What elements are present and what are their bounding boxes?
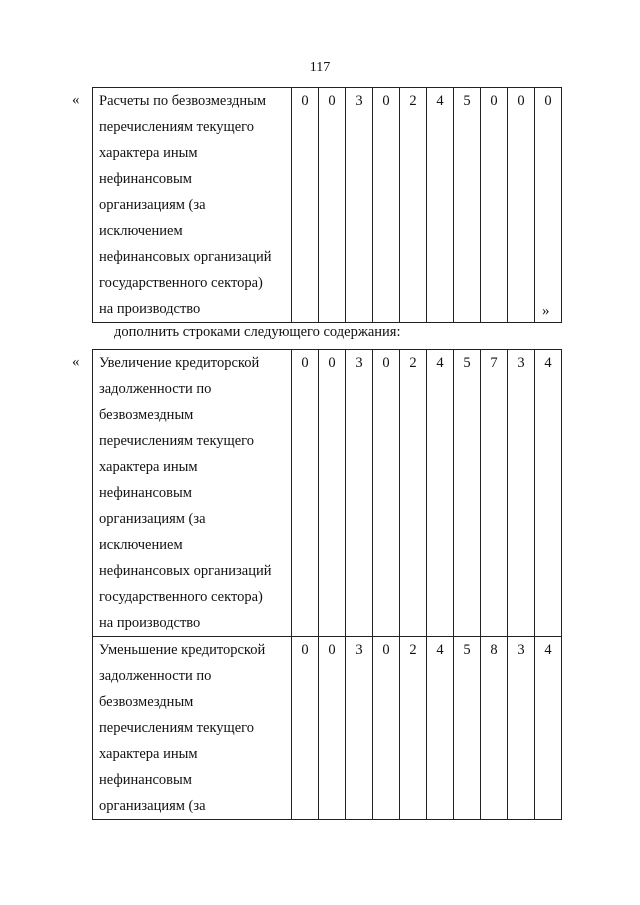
table-row	[93, 350, 562, 637]
code-digit: 0	[373, 88, 400, 323]
description-line: государственного сектора)	[99, 589, 263, 605]
description-line: перечислениям текущего	[99, 119, 254, 135]
row-description	[93, 350, 292, 637]
description-line: организациям (за	[99, 197, 206, 213]
description-line: нефинансовых организаций	[99, 563, 272, 579]
description-line: перечислениям текущего	[99, 720, 254, 736]
code-digit: 2	[400, 637, 427, 820]
description-line: исключением	[99, 537, 183, 553]
description-line: организациям (за	[99, 798, 206, 814]
description-line: нефинансовым	[99, 171, 192, 187]
open-quote-2: «	[72, 354, 80, 370]
code-digit: 4	[535, 350, 562, 637]
description-line: характера иным	[99, 746, 198, 762]
description-line: на производство	[99, 301, 201, 317]
code-digit: 0	[292, 637, 319, 820]
code-digit: 0	[319, 637, 346, 820]
code-digit: 0	[535, 88, 562, 323]
code-digit: 0	[292, 88, 319, 323]
row-description	[93, 88, 292, 323]
description-line: характера иным	[99, 459, 198, 475]
code-digit: 0	[373, 637, 400, 820]
description-line: Уменьшение кредиторской	[99, 642, 266, 658]
code-digit: 4	[427, 637, 454, 820]
code-digit: 0	[508, 88, 535, 323]
description-line: государственного сектора)	[99, 275, 263, 291]
code-digit: 0	[292, 350, 319, 637]
row-description	[93, 637, 292, 820]
code-digit: 8	[481, 637, 508, 820]
code-digit: 3	[346, 88, 373, 323]
description-line: перечислениям текущего	[99, 433, 254, 449]
code-digit: 2	[400, 350, 427, 637]
code-digit: 4	[535, 637, 562, 820]
code-table-2	[92, 349, 562, 820]
description-line: задолженности по	[99, 381, 212, 397]
description-line: исключением	[99, 223, 183, 239]
description-line: организациям (за	[99, 511, 206, 527]
description-line: нефинансовым	[99, 485, 192, 501]
close-quote-1: »	[542, 303, 550, 319]
code-digit: 0	[373, 350, 400, 637]
description-line: характера иным	[99, 145, 198, 161]
open-quote-1: «	[72, 92, 80, 108]
instruction-text: дополнить строками следующего содержания:	[114, 324, 401, 340]
description-line: Расчеты по безвозмездным	[99, 93, 267, 109]
code-digit: 3	[346, 350, 373, 637]
table-row	[93, 88, 562, 323]
description-line: Увеличение кредиторской	[99, 355, 260, 371]
code-digit: 0	[481, 88, 508, 323]
description-line: на производство	[99, 615, 201, 631]
code-digit: 0	[319, 88, 346, 323]
code-digit: 3	[508, 637, 535, 820]
code-digit: 5	[454, 637, 481, 820]
page-number: 117	[309, 60, 331, 75]
code-table-1	[92, 87, 562, 323]
code-digit: 2	[400, 88, 427, 323]
description-line: нефинансовым	[99, 772, 192, 788]
code-digit: 0	[319, 350, 346, 637]
code-digit: 5	[454, 350, 481, 637]
code-digit: 7	[481, 350, 508, 637]
code-digit: 3	[346, 637, 373, 820]
description-line: безвозмездным	[99, 694, 194, 710]
code-digit: 3	[508, 350, 535, 637]
table-row	[93, 637, 562, 820]
code-digit: 4	[427, 88, 454, 323]
description-line: нефинансовых организаций	[99, 249, 272, 265]
description-line: безвозмездным	[99, 407, 194, 423]
code-digit: 4	[427, 350, 454, 637]
code-digit: 5	[454, 88, 481, 323]
description-line: задолженности по	[99, 668, 212, 684]
